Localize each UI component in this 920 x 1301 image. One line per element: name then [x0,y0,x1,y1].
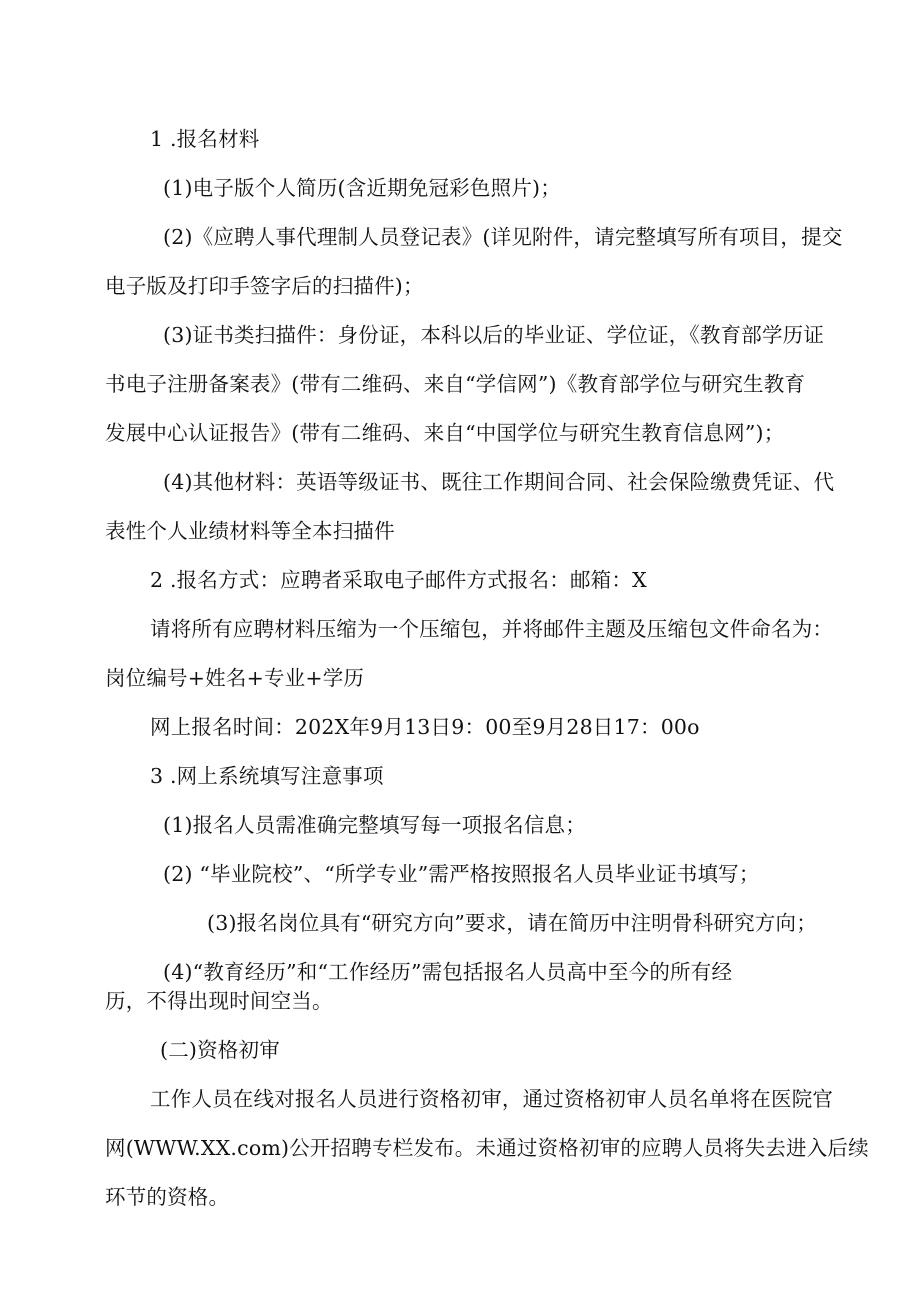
section-3-heading: 3 .网上系统填写注意事项 [150,764,384,788]
method-paragraph-line-1: 请将所有应聘材料压缩为一个压缩包，并将邮件主题及压缩包文件命名为： [150,617,834,641]
materials-item-3-line-3: 发展中心认证报告》(带有二维码、来自“中国学位与研究生教育信息网”)； [105,421,785,445]
notice-item-2: (2) “毕业院校”、“所学专业”需严格按照报名人员毕业证书填写； [163,862,760,886]
section-4-heading: (二)资格初审 [160,1038,280,1062]
notice-item-1: (1)报名人员需准确完整填写每一项报名信息； [163,813,586,837]
section-1-heading: 1 .报名材料 [150,127,260,151]
review-paragraph-line-3: 环节的资格。 [105,1185,230,1209]
review-paragraph-line-2: 网(WWW.XX.com)公开招聘专栏发布。未通过资格初审的应聘人员将失去进入后续 [105,1136,869,1160]
notice-item-4-line-1: (4)“教育经历”和“工作经历”需包括报名人员高中至今的所有经 [163,960,733,984]
section-2-heading: 2 .报名方式：应聘者采取电子邮件方式报名：邮箱：X [150,568,647,592]
method-paragraph-line-2: 岗位编号+姓名+专业+学历 [105,666,365,690]
review-paragraph-line-1: 工作人员在线对报名人员进行资格初审，通过资格初审人员名单将在医院官 [150,1087,834,1111]
materials-item-2-line-2: 电子版及打印手签字后的扫描件)； [105,274,424,298]
materials-item-3-line-1: (3)证书类扫描件：身份证，本科以后的毕业证、学位证，《教育部学历证 [163,323,825,347]
materials-item-2-line-1: (2)《应聘人事代理制人员登记表》(详见附件，请完整填写所有项目，提交 [163,225,843,249]
materials-item-3-line-2: 书电子注册备案表》(带有二维码、来自“学信网”)《教育部学位与研究生教育 [105,372,806,396]
materials-item-4-line-1: (4)其他材料：英语等级证书、既往工作期间合同、社会保险缴费凭证、代 [163,470,835,494]
registration-time: 网上报名时间：202X年9月13日9：00至9月28日17：00o [150,715,700,739]
materials-item-1: (1)电子版个人简历(含近期免冠彩色照片)； [163,176,561,200]
notice-item-4-line-2: 历，不得出现时间空当。 [105,989,333,1013]
materials-item-4-line-2: 表性个人业绩材料等全本扫描件 [105,519,395,543]
notice-item-3: (3)报名岗位具有“研究方向”要求，请在简历中注明骨科研究方向； [207,911,817,935]
